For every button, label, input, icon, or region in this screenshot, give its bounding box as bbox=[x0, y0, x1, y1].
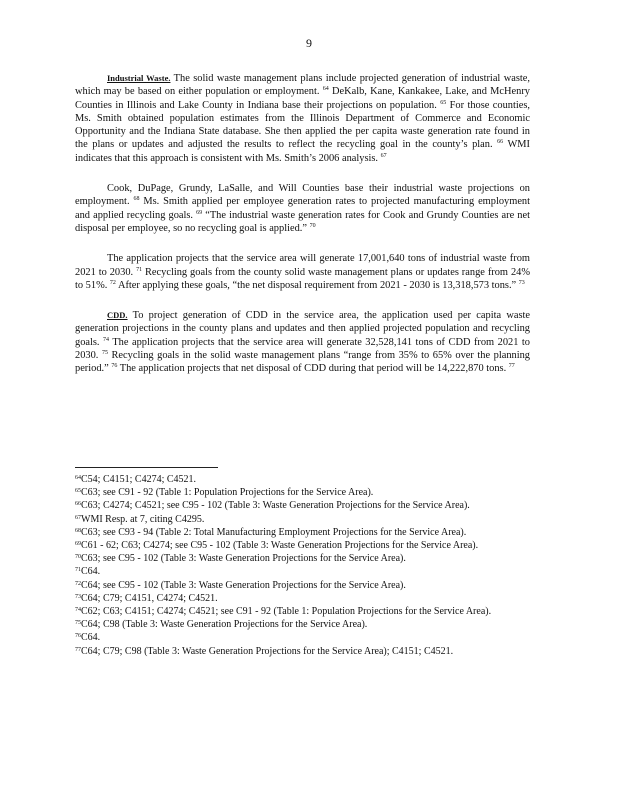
footnote-text: C64; see C95 - 102 (Table 3: Waste Generation Projections for the Service Area). bbox=[81, 579, 406, 591]
footnote-number: 70 bbox=[75, 554, 81, 561]
footnote-ref: 74 bbox=[103, 336, 110, 343]
footnote bbox=[75, 592, 530, 605]
footnote-number: 77 bbox=[75, 646, 81, 653]
footnote-ref: 65 bbox=[440, 99, 447, 106]
footnote-number: 76 bbox=[75, 633, 81, 640]
paragraph-text: WMI indicates that this approach is consistent with Ms. Smith’s 2006 analysis. bbox=[75, 139, 530, 164]
footnote-text: WMI Resp. at 7, citing C4295. bbox=[81, 513, 205, 525]
paragraph-text: DeKalb, Kane, Kankakee, Lake, and McHenry Counties in Illinois and Lake County in Indiana base their projections on population. bbox=[75, 86, 530, 111]
footnote bbox=[75, 526, 530, 539]
paragraph-text: For those counties, Ms. Smith obtained population estimates from the Illinois Department of Commerce and Economic Opportunity and the Indiana State database. She then applied the per capita waste generation rate found in the plans or updates and adjusted the results to reflect the recycling goal in the county’s plan. bbox=[75, 99, 530, 151]
footnote bbox=[75, 565, 530, 578]
footnote bbox=[75, 605, 530, 618]
footnote-text: C63; C4274; C4521; see C95 - 102 (Table 3: Waste Generation Projections for the Service Area). bbox=[81, 500, 470, 512]
footnote-ref: 75 bbox=[101, 350, 108, 357]
footnote bbox=[75, 618, 530, 631]
footnote bbox=[75, 473, 530, 486]
paragraph-text: After applying these goals, “the net disposal requirement from 2021 - 2030 is 13,318,573 tons.” bbox=[115, 279, 519, 291]
footnote-ref: 64 bbox=[322, 86, 329, 93]
footnote-text: C63; see C95 - 102 (Table 3: Waste Generation Projections for the Service Area). bbox=[81, 553, 406, 565]
paragraph-text: The solid waste management plans include projected generation of industrial waste, which may be based on either population or employment. bbox=[75, 73, 530, 98]
footnote-text: C64. bbox=[81, 632, 101, 644]
footnote-ref: 77 bbox=[508, 363, 515, 370]
paragraph-text: Recycling goals from the county solid waste management plans or updates range from 24% to 51%. bbox=[75, 266, 530, 291]
footnote-ref: 70 bbox=[309, 222, 316, 229]
footnote-text: C63; see C91 - 92 (Table 1: Population Projections for the Service Area). bbox=[81, 487, 374, 499]
footnote-number: 67 bbox=[75, 514, 81, 521]
paragraph bbox=[75, 72, 530, 165]
footnote-text: C64; C79; C4151, C4274; C4521. bbox=[81, 592, 218, 604]
footnote bbox=[75, 552, 530, 565]
footnote bbox=[75, 631, 530, 644]
footnote-text: C64. bbox=[81, 566, 101, 578]
paragraph bbox=[75, 182, 530, 235]
paragraph-text: “The industrial waste generation rates for Cook and Grundy Counties are net disposal per employee, so no recycling goal is applied.” bbox=[75, 209, 530, 234]
footnote-number: 71 bbox=[75, 567, 81, 574]
footnote-ref: 72 bbox=[109, 279, 116, 286]
footnote bbox=[75, 539, 530, 552]
footnote-text: C63; see C93 - 94 (Table 2: Total Manufacturing Employment Projections for the Service Area). bbox=[81, 526, 467, 538]
footnote-number: 66 bbox=[75, 501, 81, 508]
paragraph-text: Recycling goals in the solid waste management plans “range from 35% to 65% over the planning period.” bbox=[75, 350, 531, 375]
footnote-ref: 71 bbox=[136, 266, 143, 273]
footnote-text: C64; C79; C98 (Table 3: Waste Generation Projections for the Service Area); C4151; C4521. bbox=[81, 645, 454, 657]
footnote-ref: 68 bbox=[133, 196, 140, 203]
footnote-text: C61 - 62; C63; C4274; see C95 - 102 (Table 3: Waste Generation Projections for the Service Area). bbox=[81, 540, 479, 552]
paragraph-text: The application projects that net disposal of CDD during that period will be 14,222,870 tons. bbox=[117, 363, 509, 375]
footnote-number: 69 bbox=[75, 541, 81, 548]
footnote-number: 68 bbox=[75, 527, 81, 534]
body-text bbox=[75, 72, 530, 393]
footnote-number: 64 bbox=[75, 475, 81, 481]
footnote-number: 72 bbox=[75, 580, 81, 587]
section-heading: Industrial Waste. bbox=[107, 73, 171, 83]
footnote bbox=[75, 645, 530, 658]
paragraph bbox=[75, 309, 530, 375]
footnote-number: 73 bbox=[75, 593, 81, 600]
paragraph-text: To project generation of CDD in the service area, the application used per capita waste generation projections in the county plans and updates and then applied projected population and recycling goals. bbox=[75, 310, 530, 348]
paragraph-text: Ms. Smith applied per employee generation rates to projected manufacturing employment and applied recycling goals. bbox=[75, 196, 531, 221]
footnote-ref: 73 bbox=[518, 279, 525, 286]
footnote-number: 75 bbox=[75, 620, 81, 627]
paragraph-text: The application projects that the service area will generate 32,528,141 tons of CDD from 2021 to 2030. bbox=[75, 336, 530, 362]
footnote-ref: 76 bbox=[111, 363, 118, 370]
footnote-number: 74 bbox=[75, 607, 81, 614]
footnote-ref: 69 bbox=[196, 209, 203, 216]
footnote bbox=[75, 513, 530, 526]
paragraph-text: Cook, DuPage, Grundy, LaSalle, and Will Counties base their industrial waste projections on employment. bbox=[75, 183, 530, 208]
footnote-text: C54; C4151; C4274; C4521. bbox=[81, 474, 197, 485]
footnote-text: C64; C98 (Table 3: Waste Generation Projections for the Service Area). bbox=[81, 619, 368, 631]
footnote bbox=[75, 499, 530, 512]
footnotes bbox=[75, 473, 530, 658]
footnote-ref: 67 bbox=[380, 152, 387, 159]
paragraph bbox=[75, 252, 530, 292]
footnote bbox=[75, 579, 530, 592]
paragraph-text: The application projects that the service area will generate 17,001,640 tons of industrial waste from 2021 to 2030. bbox=[75, 253, 530, 278]
footnote-number: 65 bbox=[75, 488, 81, 495]
page-number: 9 bbox=[306, 36, 312, 50]
footnote-text: C62; C63; C4151; C4274; C4521; see C91 - 92 (Table 1: Population Projections for the Service Area). bbox=[81, 606, 492, 618]
footnote-ref: 66 bbox=[497, 139, 504, 146]
section-heading: CDD. bbox=[107, 310, 128, 321]
footnote bbox=[75, 486, 530, 499]
footnote-separator bbox=[75, 467, 218, 468]
